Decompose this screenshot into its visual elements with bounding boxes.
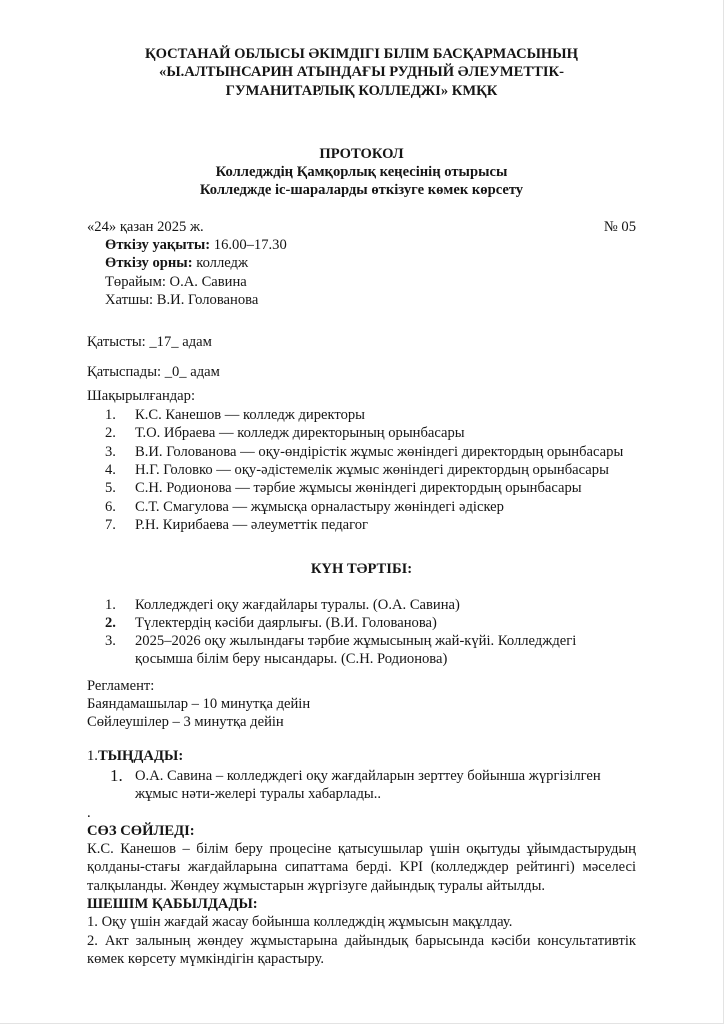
invitee-number: 5.: [105, 480, 116, 497]
agenda-item: [105, 596, 636, 614]
invitee-row: [105, 498, 636, 516]
org-header: ҚОСТАНАЙ ОБЛЫСЫ ӘКІМДІГІ БІЛІМ БАСҚАРМАСЫНЫҢ «Ы.АЛТЫНСАРИН АТЫНДАҒЫ РУДНЫЙ ӘЛЕУМЕТТІК-ГУМАНИТАРЛЫҚ КОЛЛЕДЖІ» КМҚК: [145, 46, 578, 99]
meeting-date: «24» қазан 2025 ж.: [87, 218, 204, 235]
invitee-text: К.С. Канешов — колледж директоры: [135, 407, 365, 424]
doc-subtitle-1: Колледждің Қамқорлық кеңесінің отырысы: [215, 164, 508, 181]
agenda-item-number: 1.: [105, 596, 116, 613]
heard-item-number: 1.: [110, 765, 123, 785]
invitee-text: Р.Н. Кирибаева — әлеуметтік педагог: [135, 516, 369, 533]
spoke-heading: СӨЗ СӨЙЛЕДІ:: [87, 822, 195, 839]
invitees-label: Шақырылғандар:: [87, 387, 196, 404]
invitee-number: 6.: [105, 498, 116, 515]
rules-block: [87, 677, 636, 732]
decided-item-2: 2. Акт залының жөндеу жұмыстарына дайындық барысында кәсіби консультативтік көмек көрсету мүмкіндігін қарастыру.: [87, 932, 636, 967]
invitee-number: 7.: [105, 516, 116, 533]
agenda-item-text: 2025–2026 оқу жылындағы тәрбие жұмысының жай-күйі. Колледждегі қосымша білім беру нысандары. (С.Н. Родионова): [135, 633, 577, 668]
agenda-item-text: Түлектердің кәсіби даярлығы. (В.И. Голованова): [135, 614, 437, 631]
invitee-text: С.Н. Родионова — тәрбие жұмысы жөніндегі директордың орынбасары: [135, 480, 582, 497]
doc-subtitle-2: Колледжде іс-шараларды өткізуге көмек көрсету: [199, 182, 524, 199]
agenda-title: КҮН ТӘРТІБІ:: [310, 561, 413, 578]
invitee-text: Т.О. Ибраева — колледж директорының орынбасары: [135, 425, 465, 442]
place-label: Өткізу орны:: [105, 255, 193, 272]
agenda-list: [87, 596, 636, 669]
protocol-number: № 05: [603, 218, 636, 235]
attendance-present: Қатысты: _17_ адам: [87, 334, 212, 351]
secretary-value: В.И. Голованова: [156, 291, 259, 308]
invitee-row: [105, 443, 636, 461]
attendance-block: [87, 333, 636, 405]
time-label: Өткізу уақыты:: [105, 237, 211, 254]
invitee-number: 1.: [105, 407, 116, 424]
agenda-item: [105, 632, 636, 669]
invitees-list: [87, 406, 636, 534]
secretary-label: Хатшы:: [105, 291, 154, 308]
spoke-paragraph: К.С. Канешов – білім беру процесіне қатысушылар үшін оқытуды ұйымдастырудың қолданы-стағы жағдайларына сипаттама берді. KPI (колледждер рейтингі) мәселесі талқыланды. Жөндеу жұмыстарын жүргізуге дайындық туралы айтылды.: [87, 841, 636, 894]
invitee-text: Н.Г. Головко — оқу-әдістемелік жұмыс жөніндегі директордың орынбасары: [135, 462, 609, 479]
place-value: колледж: [196, 255, 249, 272]
heard-item: [87, 767, 636, 804]
invitee-row: [105, 461, 636, 479]
decided-item-1: 1. Оқу үшін жағдай жасау бойынша колледждің жұмысын мақұлдау.: [87, 914, 513, 931]
meta-block: [87, 218, 636, 309]
invitee-row: [105, 516, 636, 534]
chair-value: О.А. Савина: [169, 273, 247, 290]
rules-speakers: Баяндамашылар – 10 минутқа дейін: [87, 696, 311, 713]
attendance-absent: Қатыспады: _0_ адам: [87, 363, 220, 380]
invitee-number: 4.: [105, 462, 116, 479]
invitee-row: [105, 424, 636, 442]
invitee-row: [105, 406, 636, 424]
agenda-item-number: 2.: [105, 614, 116, 631]
doc-title: ПРОТОКОЛ: [319, 145, 404, 162]
heard-number: 1.: [87, 747, 98, 764]
invitee-text: В.И. Голованова — оқу-өндірістік жұмыс жөніндегі директордың орынбасары: [135, 443, 624, 460]
invitee-text: С.Т. Смагулова — жұмысқа орналастыру жөніндегі әдіскер: [135, 498, 504, 515]
heard-item-text: О.А. Савина – колледждегі оқу жағдайларын зерттеу бойынша жүргізілген жұмыс нәти-желері туралы хабарлады..: [135, 767, 601, 803]
agenda-item: [105, 614, 636, 632]
agenda-item-number: 3.: [105, 633, 116, 650]
time-value: 16.00–17.30: [213, 237, 287, 254]
title-block: [87, 145, 636, 200]
invitee-row: [105, 479, 636, 497]
agenda-item-text: Колледждегі оқу жағдайлары туралы. (О.А. Савина): [135, 596, 460, 613]
invitee-number: 3.: [105, 443, 116, 460]
heard-title: ТЫҢДАДЫ:: [97, 747, 184, 764]
rules-label: Регламент:: [87, 677, 155, 694]
rules-discussants: Сөйлеушілер – 3 минутқа дейін: [87, 714, 284, 731]
invitee-number: 2.: [105, 425, 116, 442]
decided-heading: ШЕШІМ ҚАБЫЛДАДЫ:: [87, 895, 258, 912]
chair-label: Төрайым:: [105, 273, 166, 290]
stray-dot: .: [87, 804, 91, 821]
heard-heading: [87, 747, 636, 765]
